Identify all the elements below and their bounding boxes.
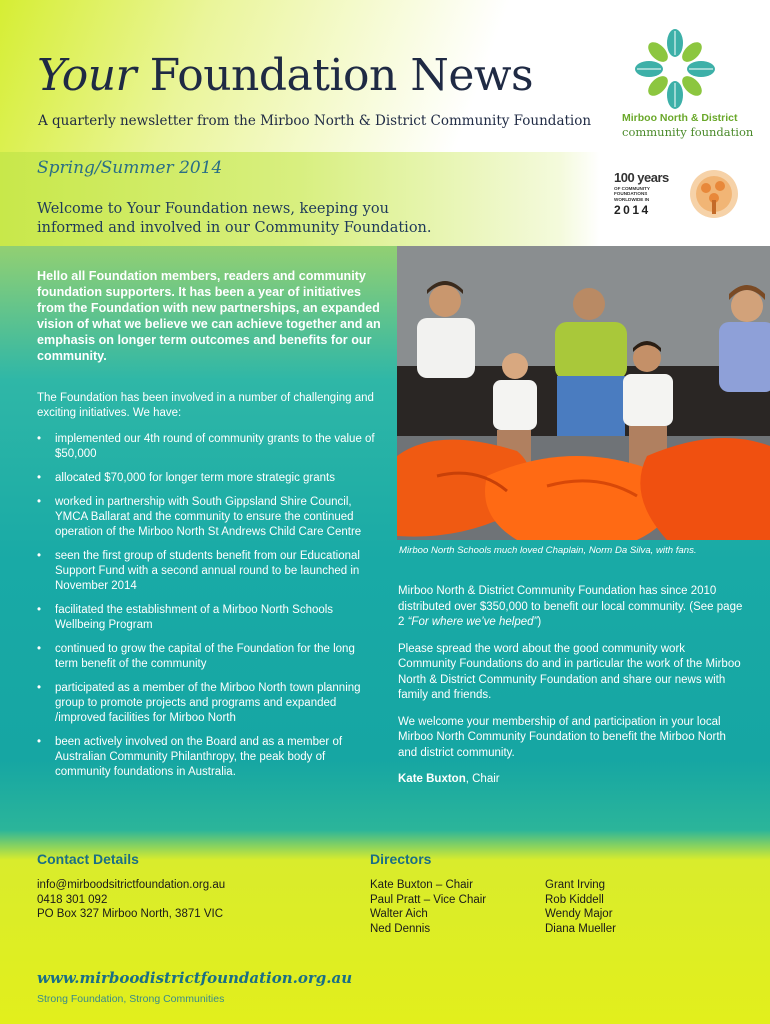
list-item-text: participated as a member of the Mirboo North town planning group to promote projects and programs and expanded /improved facilities for Mirboo North xyxy=(55,682,361,724)
badge-year: 2014 xyxy=(614,203,651,217)
foundation-logo-icon xyxy=(632,28,718,110)
spread-word-paragraph: Please spread the word about the good community work Community Foundations do and in particular the work of the Mirboo North & District Community Foundation and share our news with family and friends. xyxy=(398,642,741,701)
initiatives-lead: The Foundation has been involved in a number of challenging and exciting initiatives. We have: xyxy=(37,392,374,419)
newsletter-title xyxy=(37,50,533,101)
list-item-text: continued to grow the capital of the Foundation for the long term benefit of the community xyxy=(55,643,355,670)
newsletter-subtitle: A quarterly newsletter from the Mirboo North & District Community Foundation xyxy=(38,113,592,129)
photo-caption: Mirboo North Schools much loved Chaplain, Norm Da Silva, with fans. xyxy=(399,545,697,556)
contact-details xyxy=(37,878,225,922)
p1-text-a: Mirboo North & District Community Foundation has since 2010 distributed over $350,000 to benefit our local community. (See page 2 xyxy=(398,585,743,628)
list-item xyxy=(37,603,377,633)
director-name: Paul Pratt – Vice Chair xyxy=(370,893,487,906)
bullet-icon: • xyxy=(37,472,42,484)
p1-emphasis: “For where we’ve helped” xyxy=(407,616,538,628)
title-italic: Your xyxy=(37,50,137,101)
signature-role: , Chair xyxy=(465,773,500,785)
season-label: Spring/Summer 2014 xyxy=(37,158,223,178)
contact-email[interactable]: info@mirboodsitrictfoundation.org.au xyxy=(37,879,226,891)
badge-line: WORLDWIDE IN xyxy=(614,196,650,202)
logo-subname: community foundation xyxy=(622,125,754,139)
director-name: Ned Dennis xyxy=(370,922,431,935)
director-name: Diana Mueller xyxy=(545,922,616,935)
contact-heading: Contact Details xyxy=(37,851,139,867)
welcome-text: Welcome to Your Foundation news, keeping you informed and involved in our Community Foundation. xyxy=(37,201,432,236)
list-item xyxy=(37,681,377,726)
membership-paragraph: We welcome your membership of and participation in your local Mirboo North Community Foundation to benefit the Mirboo North and district community. xyxy=(398,715,726,759)
bullet-icon: • xyxy=(37,550,42,562)
badge-line: FOUNDATIONS xyxy=(614,191,648,197)
director-name: Kate Buxton – Chair xyxy=(370,879,473,891)
list-item-text: been actively involved on the Board and as a member of Australian Community Philanthropy, the peak body of community foundations in Australia. xyxy=(55,736,343,778)
bullet-icon: • xyxy=(37,496,42,508)
badge-line: OF COMMUNITY xyxy=(614,186,650,191)
signature-name: Kate Buxton xyxy=(398,773,466,785)
list-item xyxy=(37,735,377,780)
director-name: Wendy Major xyxy=(545,908,613,920)
badge-years: 100 years xyxy=(614,170,669,185)
list-item xyxy=(37,471,377,486)
bullet-icon: • xyxy=(37,643,42,655)
logo-name: Mirboo North & District xyxy=(622,112,738,124)
title-rest: Foundation News xyxy=(149,50,534,101)
signature xyxy=(398,772,743,788)
contact-address: PO Box 327 Mirboo North, 3871 VIC xyxy=(37,908,224,920)
bullet-icon: • xyxy=(37,682,42,694)
director-name: Grant Irving xyxy=(545,879,606,891)
list-item-text: seen the first group of students benefit from our Educational Support Fund with a second annual round to be launched in November 2014 xyxy=(55,550,360,592)
p1-text-b: ) xyxy=(537,616,542,628)
director-name: Rob Kiddell xyxy=(545,893,604,906)
tagline: Strong Foundation, Strong Communities xyxy=(37,993,225,1005)
bullet-icon: • xyxy=(37,604,42,616)
tree-icon xyxy=(688,168,740,220)
list-item-text: facilitated the establishment of a Mirboo North Schools Wellbeing Program xyxy=(55,604,334,631)
list-item-text: implemented our 4th round of community grants to the value of $50,000 xyxy=(55,433,375,460)
website-link[interactable]: www.mirboodistrictfoundation.org.au xyxy=(37,969,353,987)
bullet-icon: • xyxy=(37,736,42,748)
initiatives-list xyxy=(37,432,377,789)
distribution-paragraph xyxy=(398,584,743,631)
list-item-text: allocated $70,000 for longer term more strategic grants xyxy=(55,472,335,484)
list-item xyxy=(37,549,377,594)
directors-column-1 xyxy=(370,878,486,936)
badge-small-text xyxy=(614,186,650,202)
list-item xyxy=(37,432,377,462)
group-photo xyxy=(397,246,770,540)
directors-column-2 xyxy=(545,878,616,936)
list-item xyxy=(37,495,377,540)
list-item xyxy=(37,642,377,672)
list-item-text: worked in partnership with South Gippsland Shire Council, YMCA Ballarat and the community to ensure the continued operation of the Mirboo North St Andrews Child Care Centre xyxy=(55,496,362,538)
director-name: Walter Aich xyxy=(370,908,428,920)
contact-phone: 0418 301 092 xyxy=(37,893,108,906)
directors-heading: Directors xyxy=(370,851,432,867)
right-column xyxy=(398,584,743,799)
intro-paragraph: Hello all Foundation members, readers and community foundation supporters. It has been a year of initiatives from the Foundation with new partnerships, an expanded vision of what we believe we can achieve together and an emphasis on longer term outcomes and benefits for our community. xyxy=(37,269,381,363)
bullet-icon: • xyxy=(37,433,42,445)
